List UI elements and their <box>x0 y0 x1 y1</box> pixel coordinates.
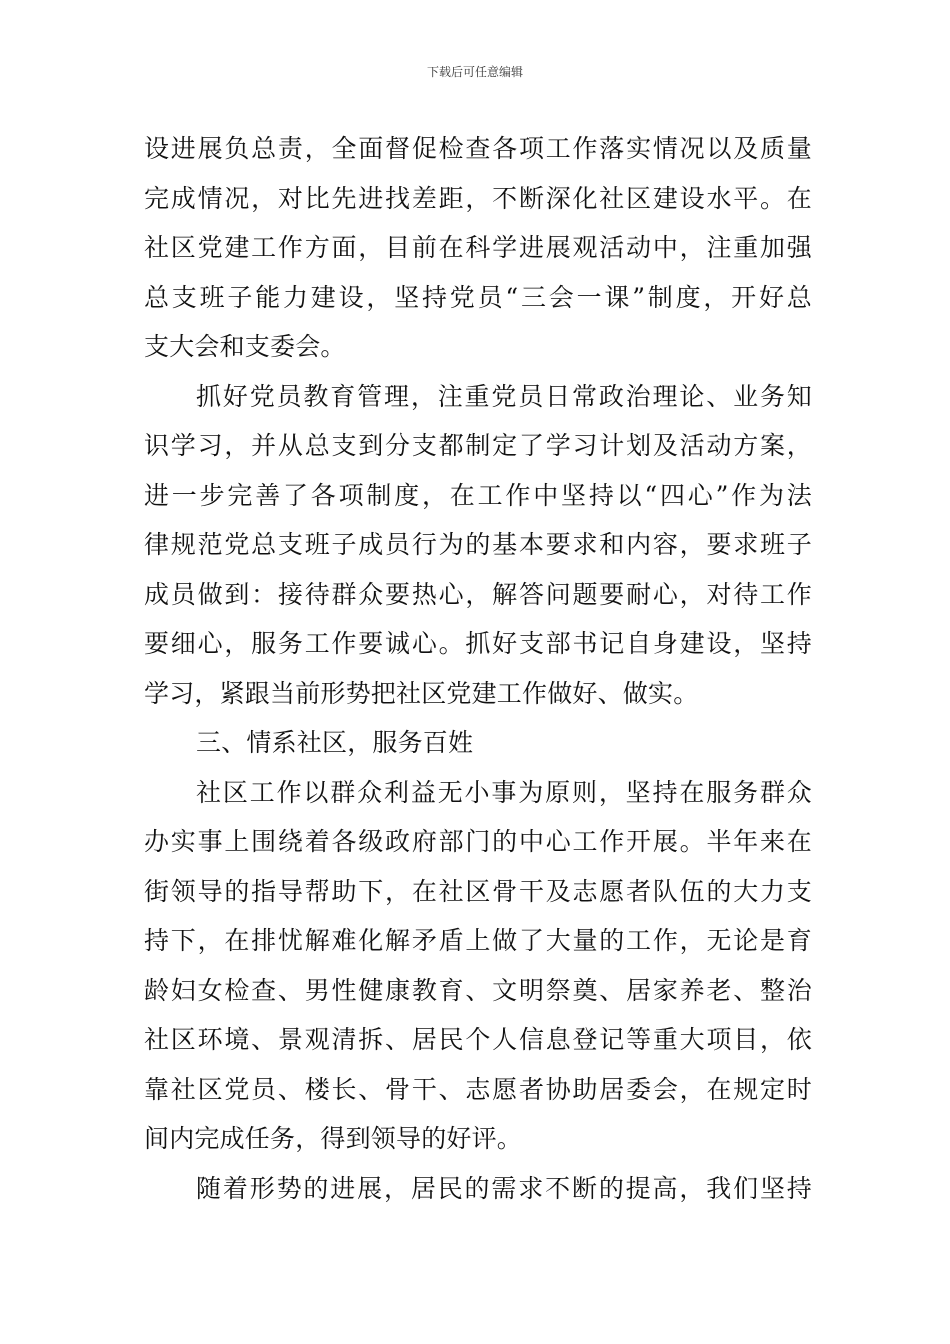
text-line: 社区党建工作方面，目前在科学进展观活动中，注重加强 <box>144 233 812 262</box>
text-line: 律规范党总支班子成员行为的基本要求和内容，要求班子 <box>144 530 812 559</box>
text-line: 支大会和支委会。 <box>144 332 346 361</box>
text-line: 社区工作以群众利益无小事为原则，坚持在服务群众 <box>196 777 812 807</box>
text-line: 总支班子能力建设，坚持党员“三会一课”制度，开好总 <box>144 282 812 312</box>
text-line: 要细心，服务工作要诚心。抓好支部书记自身建设，坚持 <box>144 629 812 658</box>
document-body <box>144 124 812 1213</box>
section-heading: 三、情系社区，服务百姓 <box>196 728 474 757</box>
text-line: 进一步完善了各项制度，在工作中坚持以“四心”作为法 <box>144 480 812 510</box>
text-line: 街领导的指导帮助下，在社区骨干及志愿者队伍的大力支 <box>144 876 812 906</box>
text-line: 学习，紧跟当前形势把社区党建工作做好、做实。 <box>144 678 699 708</box>
text-line: 龄妇女检查、男性健康教育、文明祭奠、居家养老、整治 <box>144 975 812 1005</box>
text-line: 完成情况，对比先进找差距，不断深化社区建设水平。在 <box>144 183 812 213</box>
text-line: 靠社区党员、楼长、骨干、志愿者协助居委会，在规定时 <box>144 1074 812 1104</box>
text-line: 持下，在排忧解难化解矛盾上做了大量的工作，无论是育 <box>144 926 812 955</box>
text-line: 办实事上围绕着各级政府部门的中心工作开展。半年来在 <box>144 827 812 856</box>
text-line: 社区环境、景观清拆、居民个人信息登记等重大项目，依 <box>144 1025 812 1054</box>
page-header: 下载后可任意编辑 <box>426 65 523 79</box>
text-line: 设进展负总责，全面督促检查各项工作落实情况以及质量 <box>144 134 812 163</box>
text-line: 随着形势的进展，居民的需求不断的提高，我们坚持 <box>196 1173 812 1203</box>
text-line: 识学习，并从总支到分支都制定了学习计划及活动方案， <box>144 431 812 460</box>
text-line: 成员做到：接待群众要热心，解答问题要耐心，对待工作 <box>144 579 812 609</box>
text-line: 抓好党员教育管理，注重党员日常政治理论、业务知 <box>196 381 812 411</box>
text-line: 间内完成任务，得到领导的好评。 <box>144 1124 523 1153</box>
